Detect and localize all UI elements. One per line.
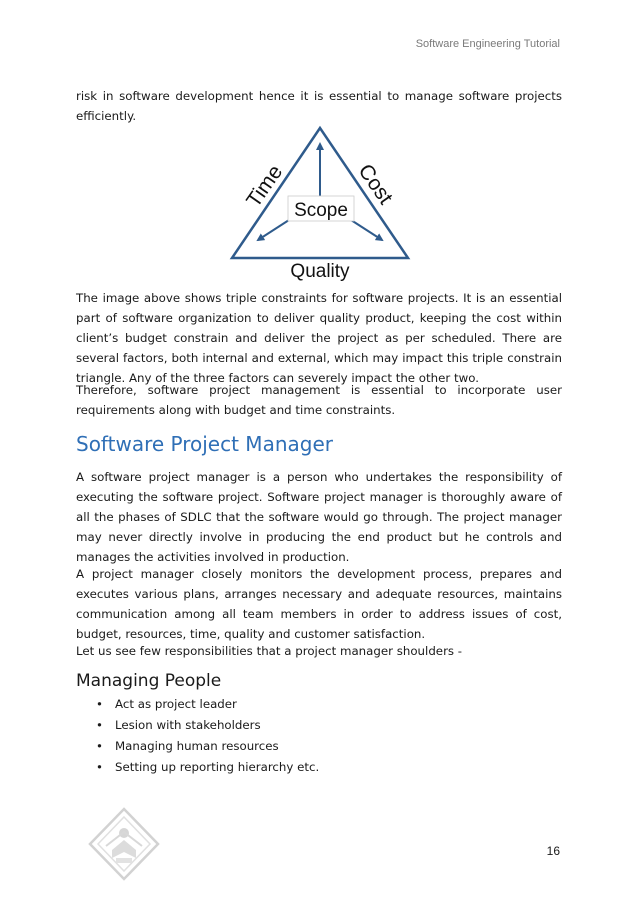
list-item [76,736,476,757]
list-item-text: Managing human resources [115,739,279,753]
running-header: Software Engineering Tutorial [415,38,560,50]
label-scope: Scope [294,200,348,221]
bullet-icon: • [96,697,103,711]
definition-paragraph: A software project manager is a person who undertakes the responsibility of executing the software project. Software project manager is thoroughly aware of all the phases of SDLC that the software would go through. The project manager may never directly involve in producing the end product but he controls and manages the activities involved in production. [76,470,562,564]
therefore-paragraph: Therefore, software project management is essential to incorporate user requirements along with budget and time constraints. [76,383,562,417]
label-cost: Cost [353,159,398,209]
bullet-icon: • [96,760,103,774]
triple-constraint-paragraph: The image above shows triple constraints for software projects. It is an essential part of software organization to deliver quality product, keeping the cost within client’s budget constrain and deliver the project as per scheduled. There are several factors, both internal and external, which may impact this triple constrain triangle. Any of the three factors can severely impact the other two. [76,291,562,385]
subsection-title: Managing People [76,671,222,691]
section-title: Software Project Manager [76,432,333,456]
lead-in-paragraph: Let us see few responsibilities that a project manager shoulders - [76,644,463,658]
list-item [76,694,476,715]
label-quality: Quality [290,261,350,282]
tutorialspoint-logo-icon [86,806,162,882]
monitoring-paragraph: A project manager closely monitors the development process, prepares and executes various plans, arranges necessary and adequate resources, maintains communication among all team members in order to address issues of cost, budget, resources, time, quality and customer satisfaction. [76,567,562,641]
list-item [76,715,476,736]
list-item-text: Setting up reporting hierarchy etc. [115,760,320,774]
list-item-text: Act as project leader [115,697,237,711]
triple-constraint-diagram [220,124,420,284]
list-item-text: Lesion with stakeholders [115,718,261,732]
label-time: Time [242,160,288,212]
list-item [76,757,476,778]
page-number: 16 [546,844,560,858]
responsibilities-list [76,694,476,778]
bullet-icon: • [96,718,103,732]
intro-paragraph: risk in software development hence it is essential to manage software projects efficiently. [76,89,562,123]
bullet-icon: • [96,739,103,753]
